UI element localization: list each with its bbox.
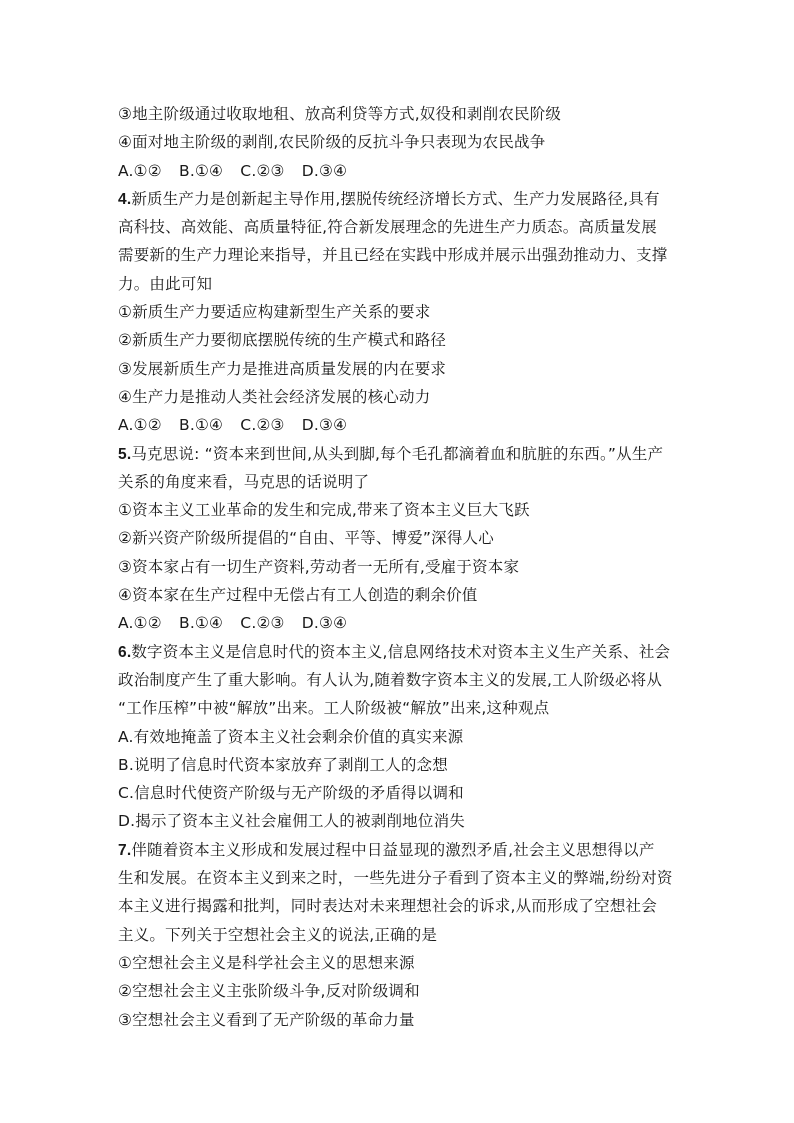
- q4-answer-choices: [118, 411, 683, 439]
- choice-b: B.①④: [179, 161, 224, 180]
- q5-answer-choices: [118, 609, 683, 637]
- q4-stem-text-1: 新质生产力是创新起主导作用,摆脱传统经济增长方式、生产力发展路径,具有: [131, 189, 660, 208]
- q5-option-1: ①资本主义工业革命的发生和完成,带来了资本主义巨大飞跃: [118, 501, 530, 520]
- q6-option-d: D.揭示了资本主义社会雇佣工人的被剥削地位消失: [118, 812, 465, 831]
- q4-option-3: ③发展新质生产力是推进高质量发展的内在要求: [118, 359, 447, 378]
- q5-option-3: ③资本家占有一切生产资料,劳动者一无所有,受雇于资本家: [118, 557, 520, 576]
- q3-answer-choices: [118, 157, 683, 185]
- q7-stem-line-2: 生和发展。在资本主义到来之时，一些先进分子看到了资本主义的弊端,纷纷对资: [118, 869, 673, 888]
- choice-d: D.③④: [301, 416, 348, 435]
- choice-b: B.①④: [179, 614, 224, 633]
- q4-option-4: ④生产力是推动人类社会经济发展的核心动力: [118, 387, 431, 406]
- choice-c: C.②③: [240, 416, 285, 435]
- q4-stem-line-2: 高科技、高效能、高质量特征,符合新发展理念的先进生产力质态。高质量发展: [118, 218, 657, 237]
- q6-stem-line-2: 政治制度产生了重大影响。有人认为,随着数字资本主义的发展,工人阶级必将从: [118, 670, 663, 689]
- q7-stem-line-4: 主义。下列关于空想社会主义的说法,正确的是: [118, 925, 438, 944]
- q6-option-a: A.有效地掩盖了资本主义社会剩余价值的真实来源: [118, 727, 464, 746]
- document-page: [118, 100, 683, 1034]
- choice-c: C.②③: [240, 614, 285, 633]
- q4-number: 4.: [118, 190, 132, 208]
- choice-d: D.③④: [301, 614, 348, 633]
- q5-stem-text-1: 马克思说: “资本来到世间,从头到脚,每个毛孔都滴着血和肮脏的东西。”从生产: [131, 444, 664, 463]
- choice-d: D.③④: [301, 161, 348, 180]
- q4-option-2: ②新质生产力要彻底摆脱传统的生产模式和路径: [118, 331, 447, 350]
- q7-option-1: ①空想社会主义是科学社会主义的思想来源: [118, 953, 415, 972]
- q7-stem-text-1: 伴随着资本主义形成和发展过程中日益显现的激烈矛盾,社会主义思想得以产: [131, 840, 655, 859]
- q4-stem-line-3: 需要新的生产力理论来指导，并且已经在实践中形成并展示出强劲推动力、支撑: [118, 246, 668, 265]
- q6-stem-text-1: 数字资本主义是信息时代的资本主义,信息网络技术对资本主义生产关系、社会: [131, 642, 671, 661]
- q5-stem-line-2: 关系的角度来看，马克思的话说明了: [118, 472, 370, 491]
- q3-option-4: ④面对地主阶级的剥削,农民阶级的反抗斗争只表现为农民战争: [118, 133, 546, 152]
- q6-option-c: C.信息时代使资产阶级与无产阶级的矛盾得以调和: [118, 784, 464, 803]
- q7-option-2: ②空想社会主义主张阶级斗争,反对阶级调和: [118, 982, 420, 1001]
- q7-stem-line-3: 本主义进行揭露和批判，同时表达对未来理想社会的诉求,从而形成了空想社会: [118, 897, 657, 916]
- q3-option-3: ③地主阶级通过收取地租、放高利贷等方式,奴役和剥削农民阶级: [118, 105, 562, 123]
- q7-option-3: ③空想社会主义看到了无产阶级的革命力量: [118, 1010, 415, 1029]
- q4-stem-line-4: 力。由此可知: [118, 274, 213, 293]
- q7-number: 7.: [118, 841, 132, 859]
- q7-stem-line-1: [118, 836, 683, 864]
- choice-a: A.①②: [118, 614, 162, 633]
- choice-a: A.①②: [118, 416, 162, 435]
- choice-a: A.①②: [118, 161, 162, 180]
- q4-option-1: ①新质生产力要适应构建新型生产关系的要求: [118, 303, 431, 322]
- q6-stem-line-3: “工作压榨”中被“解放”出来。工人阶级被“解放”出来,这种观点: [118, 699, 550, 718]
- q5-option-4: ④资本家在生产过程中无偿占有工人创造的剩余价值: [118, 586, 478, 605]
- choice-c: C.②③: [240, 161, 285, 180]
- q5-option-2: ②新兴资产阶级所提倡的“自由、平等、博爱”深得人心: [118, 529, 494, 548]
- q6-option-b: B.说明了信息时代资本家放弃了剥削工人的念想: [118, 755, 448, 774]
- choice-b: B.①④: [179, 416, 224, 435]
- q5-number: 5.: [118, 445, 132, 463]
- q4-stem-line-1: [118, 185, 683, 213]
- q6-number: 6.: [118, 643, 132, 661]
- q5-stem-line-1: [118, 440, 683, 468]
- q6-stem-line-1: [118, 638, 683, 666]
